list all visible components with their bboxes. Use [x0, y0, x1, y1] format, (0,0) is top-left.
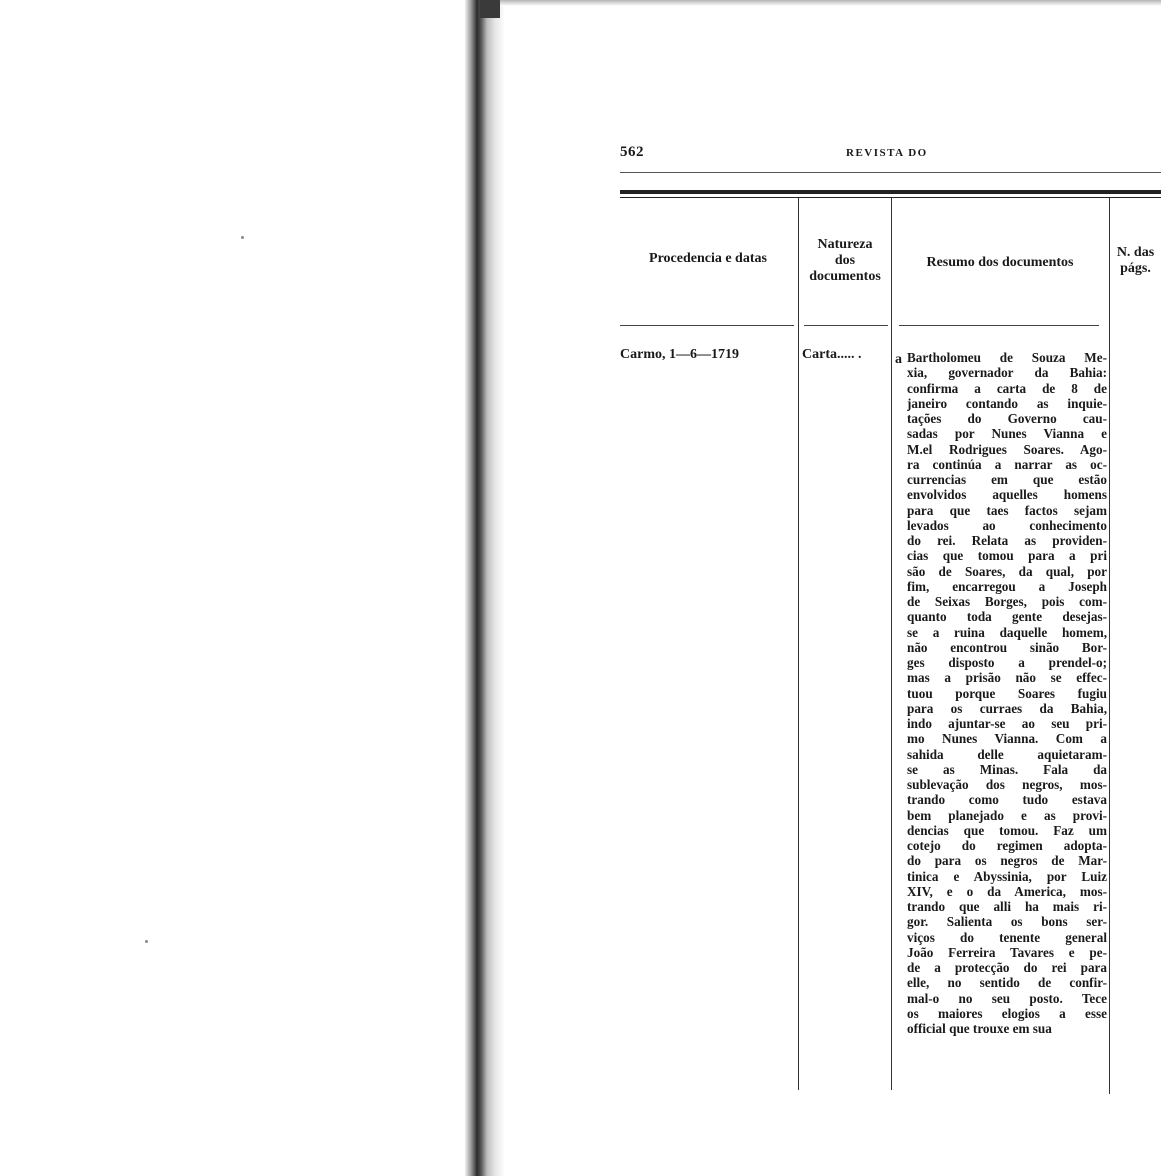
summary-line: mas a prisão não se effec-	[907, 670, 1107, 686]
column-divider	[891, 198, 892, 1090]
summary-line: para os curraes da Bahia,	[907, 700, 1107, 716]
summary-line: sahida delle aquietaram-	[907, 746, 1107, 762]
table-top-rule-thick	[620, 190, 1161, 194]
blank-left-page	[0, 0, 465, 1176]
header-underline	[620, 325, 794, 326]
column-header-pags	[1110, 245, 1161, 277]
summary-line: ges disposto a prendel-o;	[907, 655, 1107, 670]
summary-line: tuou porque Soares fugiu	[907, 685, 1107, 701]
page-number: 562	[620, 144, 644, 160]
summary-line: confirma a carta de 8 de	[907, 380, 1107, 396]
summary-line: elle, no sentido de confir-	[907, 975, 1107, 991]
header-rule	[620, 172, 1161, 173]
summary-line: se a ruina daquelle homem,	[907, 624, 1107, 640]
cell-natureza: Carta..... .	[802, 347, 862, 362]
summary-line: de a protecção do rei para	[907, 960, 1107, 975]
page-top-edge	[500, 0, 1161, 6]
running-head: REVISTA DO	[846, 147, 928, 159]
summary-line: mal-o no seu posto. Tece	[907, 990, 1107, 1006]
summary-line: viços do tenente general	[907, 929, 1107, 945]
cell-procedencia: Carmo, 1—6—1719	[620, 347, 739, 362]
summary-line: Bartholomeu de Souza Me-	[907, 350, 1107, 365]
summary-line: bem planejado e as provi-	[907, 807, 1107, 823]
column-header-natureza	[800, 237, 890, 285]
header-line: documentos	[809, 269, 881, 284]
summary-line: sublevação dos negros, mos-	[907, 777, 1107, 792]
summary-line: currencias em que estão	[907, 472, 1107, 487]
summary-line: mo Nunes Vianna. Com a	[907, 731, 1107, 747]
summary-line: tações do Governo cau-	[907, 411, 1107, 426]
binding-shadow	[480, 0, 500, 18]
summary-line: trando que alli ha mais ri-	[907, 899, 1107, 914]
summary-line: envolvidos aquelles homens	[907, 487, 1107, 503]
summary-line: cias que tomou para a pri	[907, 548, 1107, 564]
summary-line: ra continúa a narrar as oc-	[907, 456, 1107, 472]
header-line: págs.	[1120, 261, 1151, 276]
summary-line: cotejo do regimen adopta-	[907, 838, 1107, 853]
cell-prefix: a	[895, 352, 902, 367]
summary-line: do rei. Relata as providen-	[907, 533, 1107, 548]
header-line: N. das	[1116, 245, 1155, 260]
paper-speck	[241, 236, 244, 239]
header-line: dos	[834, 253, 856, 268]
summary-line: de Seixas Borges, pois com-	[907, 594, 1107, 609]
summary-line: indo ajuntar-se ao seu pri-	[907, 716, 1107, 731]
header-underline	[899, 325, 1099, 326]
summary-line: gor. Salienta os bons ser-	[907, 914, 1107, 930]
header-underline	[804, 325, 888, 326]
summary-line: sadas por Nunes Vianna e	[907, 426, 1107, 442]
paper-speck	[145, 940, 148, 943]
summary-line: M.el Rodrigues Soares. Ago-	[907, 441, 1107, 457]
summary-line: não encontrou sinão Bor-	[907, 639, 1107, 655]
summary-line: official que trouxe em sua	[907, 1021, 1052, 1036]
column-header-procedencia: Procedencia e datas	[649, 251, 767, 266]
summary-line: são de Soares, da qual, por	[907, 563, 1107, 579]
summary-line: tinica e Abyssinia, por Luiz	[907, 868, 1107, 884]
summary-line: trando como tudo estava	[907, 792, 1107, 808]
column-divider	[798, 198, 799, 1090]
column-header-resumo: Resumo dos documentos	[926, 255, 1074, 270]
summary-line: XIV, e o da America, mos-	[907, 883, 1107, 899]
summary-line: se as Minas. Fala da	[907, 761, 1107, 777]
summary-line: João Ferreira Tavares e pe-	[907, 944, 1107, 960]
summary-line: quanto toda gente desejas-	[907, 609, 1107, 625]
summary-line: fim, encarregou a Joseph	[907, 578, 1107, 594]
summary-line: do para os negros de Mar-	[907, 853, 1107, 869]
summary-line: levados ao conhecimento	[907, 517, 1107, 533]
summary-line: janeiro contando as inquie-	[907, 395, 1107, 411]
summary-line: dencias que tomou. Faz um	[907, 822, 1107, 838]
column-divider	[1109, 198, 1110, 1094]
header-line: Natureza	[817, 237, 873, 252]
summary-line: os maiores elogios a esse	[907, 1005, 1107, 1021]
summary-line: para que taes factos sejam	[907, 502, 1107, 518]
book-binding-gutter	[465, 0, 505, 1176]
cell-resumo	[907, 350, 1107, 1036]
summary-line: xia, governador da Bahia:	[907, 365, 1107, 381]
